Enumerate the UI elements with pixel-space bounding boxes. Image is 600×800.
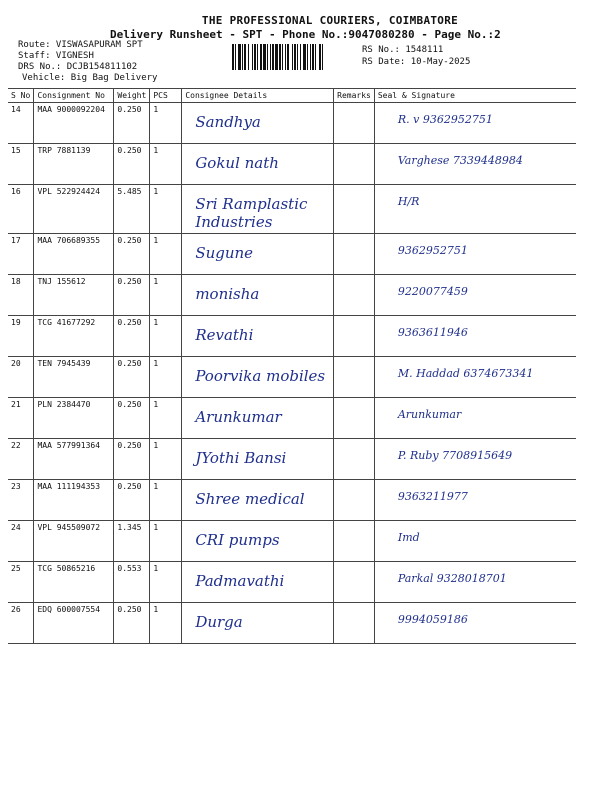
barcode-bar	[297, 44, 298, 70]
cell-pcs	[150, 144, 182, 185]
consignee-name: Shree medical	[195, 490, 305, 508]
cell-weight	[114, 144, 150, 185]
cell-weight	[114, 316, 150, 357]
barcode-bar	[270, 44, 271, 70]
signature: 9220077459	[397, 285, 468, 298]
barcode-bar	[322, 44, 323, 70]
signature: Parkal 9328018701	[397, 572, 507, 585]
cell-signature	[374, 316, 576, 357]
consignee-name: Sandhya	[195, 113, 261, 131]
cell-signature	[374, 234, 576, 275]
cell-signature	[374, 357, 576, 398]
cell-remarks	[334, 562, 375, 603]
cell-consignment-text: VPL 945509072	[37, 523, 101, 532]
cell-remarks	[334, 357, 375, 398]
cell-pcs-text: 1	[153, 187, 159, 196]
cell-consignment-text: TCG 41677292	[37, 318, 96, 327]
signature: P. Ruby 7708915649	[397, 449, 513, 462]
table-row	[8, 398, 576, 439]
cell-signature	[374, 103, 576, 144]
cell-pcs	[150, 480, 182, 521]
cell-consignment	[34, 185, 114, 234]
signature: H/R	[397, 195, 420, 208]
barcode-bar	[275, 44, 278, 70]
cell-weight	[114, 185, 150, 234]
vehicle-label: Vehicle: Big Bag Delivery	[22, 73, 158, 83]
signature: 9363611946	[397, 326, 468, 339]
cell-weight	[114, 603, 150, 644]
cell-pcs-text: 1	[153, 277, 159, 286]
cell-pcs	[150, 103, 182, 144]
table-header-row	[8, 89, 576, 103]
barcode-bar	[272, 44, 274, 70]
barcode-bar	[285, 44, 286, 70]
cell-pcs	[150, 357, 182, 398]
cell-signature	[374, 144, 576, 185]
cell-sno-text: 22	[11, 441, 21, 450]
signature: 9363211977	[397, 490, 468, 503]
barcode-bar	[279, 44, 281, 70]
cell-weight-text: 0.250	[117, 318, 142, 327]
barcode-bar	[292, 44, 293, 70]
cell-pcs-text: 1	[153, 482, 159, 491]
barcode-bar	[252, 44, 253, 70]
cell-consignment-text: TRP 7881139	[37, 146, 91, 155]
cell-sno-text: 16	[11, 187, 21, 196]
consignee-name: Sugune	[195, 244, 254, 262]
cell-weight-text: 0.250	[117, 359, 142, 368]
cell-sno-text: 23	[11, 482, 21, 491]
barcode-bar	[315, 44, 316, 70]
cell-weight-text: 0.250	[117, 236, 142, 245]
cell-consignment	[34, 521, 114, 562]
cell-weight-text: 5.485	[117, 187, 142, 196]
barcode-bar	[254, 44, 256, 70]
table-row	[8, 562, 576, 603]
cell-sno	[8, 521, 34, 562]
route-label: Route: VISWASAPURAM SPT	[18, 40, 143, 50]
cell-sno	[8, 398, 34, 439]
consignee-name: Poorvika mobiles	[195, 367, 326, 385]
table-row	[8, 521, 576, 562]
table-row	[8, 144, 576, 185]
col-pcs: PCS	[150, 89, 182, 103]
cell-signature	[374, 562, 576, 603]
cell-remarks	[334, 144, 375, 185]
cell-consignment	[34, 234, 114, 275]
cell-signature	[374, 439, 576, 480]
col-weight: Weight	[114, 89, 150, 103]
consignee-name: Sri Ramplastic Industries	[195, 195, 308, 231]
cell-pcs	[150, 439, 182, 480]
cell-consignee	[182, 562, 334, 603]
cell-pcs	[150, 521, 182, 562]
cell-pcs	[150, 234, 182, 275]
consignee-name: Durga	[195, 613, 243, 631]
cell-remarks	[334, 480, 375, 521]
cell-weight-text: 0.250	[117, 482, 142, 491]
cell-consignment-text: MAA 111194353	[37, 482, 101, 491]
table-row	[8, 439, 576, 480]
cell-pcs-text: 1	[153, 441, 159, 450]
cell-pcs-text: 1	[153, 400, 159, 409]
cell-remarks	[334, 398, 375, 439]
cell-consignment	[34, 144, 114, 185]
barcode-bar	[238, 44, 241, 70]
cell-remarks	[334, 185, 375, 234]
cell-consignment-text: MAA 9000092204	[37, 105, 105, 114]
consignee-name: Padmavathi	[195, 572, 285, 590]
cell-weight	[114, 521, 150, 562]
runsheet-table	[8, 88, 576, 644]
cell-signature	[374, 185, 576, 234]
table-row	[8, 103, 576, 144]
signature: 9362952751	[397, 244, 468, 257]
cell-consignment-text: PLN 2384470	[37, 400, 91, 409]
cell-sno	[8, 562, 34, 603]
cell-pcs-text: 1	[153, 105, 159, 114]
cell-consignee	[182, 603, 334, 644]
cell-weight	[114, 480, 150, 521]
staff-label: Staff: VIGNESH	[18, 51, 94, 61]
table-row	[8, 275, 576, 316]
col-remarks: Remarks	[334, 89, 375, 103]
barcode	[232, 44, 358, 70]
table-row	[8, 480, 576, 521]
cell-sno	[8, 316, 34, 357]
cell-sno	[8, 275, 34, 316]
cell-consignment-text: TNJ 155612	[37, 277, 86, 286]
cell-pcs-text: 1	[153, 523, 159, 532]
rs-number: RS No.: 1548111	[362, 45, 444, 55]
cell-pcs-text: 1	[153, 318, 159, 327]
cell-consignment	[34, 398, 114, 439]
cell-pcs	[150, 398, 182, 439]
cell-pcs-text: 1	[153, 146, 159, 155]
cell-sno-text: 18	[11, 277, 21, 286]
cell-consignment-text: TEN 7945439	[37, 359, 91, 368]
signature: Arunkumar	[397, 408, 462, 421]
cell-sno	[8, 603, 34, 644]
cell-consignee	[182, 357, 334, 398]
table-row	[8, 603, 576, 644]
signature: Varghese 7339448984	[397, 154, 523, 167]
cell-weight-text: 0.250	[117, 441, 142, 450]
col-consignee: Consignee Details	[182, 89, 334, 103]
col-sno: S No	[8, 89, 34, 103]
barcode-bar	[303, 44, 306, 70]
cell-consignment	[34, 103, 114, 144]
col-consignment: Consignment No	[34, 89, 114, 103]
barcode-bar	[312, 44, 314, 70]
cell-remarks	[334, 521, 375, 562]
cell-consignment	[34, 357, 114, 398]
barcode-bar	[319, 44, 321, 70]
signature: 9994059186	[397, 613, 468, 626]
cell-sno-text: 15	[11, 146, 21, 155]
cell-consignment	[34, 275, 114, 316]
signature: Imd	[397, 531, 420, 544]
consignee-name: monisha	[195, 285, 260, 303]
cell-consignee	[182, 316, 334, 357]
cell-sno-text: 14	[11, 105, 21, 114]
cell-weight-text: 0.250	[117, 605, 142, 614]
table-row	[8, 185, 576, 234]
cell-remarks	[334, 439, 375, 480]
cell-pcs-text: 1	[153, 236, 159, 245]
cell-pcs-text: 1	[153, 359, 159, 368]
cell-weight-text: 0.250	[117, 400, 142, 409]
barcode-bar	[260, 44, 262, 70]
cell-sno-text: 24	[11, 523, 21, 532]
table-row	[8, 234, 576, 275]
cell-consignment	[34, 562, 114, 603]
cell-sno-text: 26	[11, 605, 21, 614]
barcode-bar	[244, 44, 246, 70]
cell-sno	[8, 439, 34, 480]
consignee-name: Revathi	[195, 326, 254, 344]
cell-pcs	[150, 275, 182, 316]
cell-consignee	[182, 480, 334, 521]
cell-consignment	[34, 480, 114, 521]
cell-sno-text: 25	[11, 564, 21, 573]
cell-consignee	[182, 521, 334, 562]
consignee-name: Gokul nath	[195, 154, 279, 172]
cell-sno-text: 19	[11, 318, 21, 327]
cell-consignee	[182, 234, 334, 275]
drs-number: DRS No.: DCJB154811102	[18, 62, 138, 72]
barcode-bar	[257, 44, 258, 70]
cell-consignee	[182, 103, 334, 144]
cell-weight	[114, 398, 150, 439]
cell-remarks	[334, 234, 375, 275]
cell-signature	[374, 480, 576, 521]
cell-signature	[374, 603, 576, 644]
barcode-bar	[242, 44, 243, 70]
cell-consignment	[34, 439, 114, 480]
company-title: THE PROFESSIONAL COURIERS, COIMBATORE	[201, 14, 459, 27]
rs-date: RS Date: 10-May-2025	[362, 57, 471, 67]
barcode-bar	[263, 44, 266, 70]
cell-signature	[374, 275, 576, 316]
cell-sno	[8, 480, 34, 521]
consignee-name: JYothi Bansi	[195, 449, 287, 467]
cell-weight	[114, 234, 150, 275]
cell-consignment-text: MAA 577991364	[37, 441, 101, 450]
cell-sno	[8, 144, 34, 185]
cell-signature	[374, 398, 576, 439]
cell-weight	[114, 275, 150, 316]
cell-remarks	[334, 316, 375, 357]
cell-consignee	[182, 275, 334, 316]
cell-sno-text: 17	[11, 236, 21, 245]
cell-pcs-text: 1	[153, 564, 159, 573]
cell-consignment-text: EDQ 600007554	[37, 605, 101, 614]
barcode-bar	[287, 44, 289, 70]
cell-sno	[8, 357, 34, 398]
cell-pcs-text: 1	[153, 605, 159, 614]
barcode-bar	[307, 44, 308, 70]
cell-sno	[8, 234, 34, 275]
barcode-bar	[232, 44, 234, 70]
cell-sno	[8, 103, 34, 144]
consignee-name: Arunkumar	[195, 408, 282, 426]
cell-weight-text: 0.250	[117, 146, 142, 155]
barcode-bar	[300, 44, 301, 70]
cell-remarks	[334, 103, 375, 144]
cell-weight-text: 1.345	[117, 523, 142, 532]
cell-remarks	[334, 275, 375, 316]
barcode-bar	[267, 44, 268, 70]
barcode-bar	[310, 44, 311, 70]
barcode-bar	[248, 44, 249, 70]
cell-consignee	[182, 398, 334, 439]
cell-consignee	[182, 185, 334, 234]
signature: M. Haddad 6374673341	[397, 367, 534, 380]
cell-consignment-text: TCG 50865216	[37, 564, 96, 573]
cell-sno	[8, 185, 34, 234]
col-signature: Seal & Signature	[374, 89, 576, 103]
table-row	[8, 357, 576, 398]
cell-consignment	[34, 316, 114, 357]
cell-signature	[374, 521, 576, 562]
cell-remarks	[334, 603, 375, 644]
table-row	[8, 316, 576, 357]
barcode-bar	[294, 44, 296, 70]
cell-sno-text: 21	[11, 400, 21, 409]
cell-weight-text: 0.250	[117, 105, 142, 114]
cell-consignee	[182, 144, 334, 185]
signature: R. v 9362952751	[397, 113, 493, 126]
cell-consignment	[34, 603, 114, 644]
cell-weight	[114, 357, 150, 398]
cell-consignment-text: MAA 706689355	[37, 236, 101, 245]
cell-weight	[114, 439, 150, 480]
cell-consignment-text: VPL 522924424	[37, 187, 101, 196]
barcode-bar	[282, 44, 283, 70]
cell-weight-text: 0.250	[117, 277, 142, 286]
cell-weight	[114, 562, 150, 603]
cell-pcs	[150, 185, 182, 234]
cell-pcs	[150, 316, 182, 357]
cell-weight-text: 0.553	[117, 564, 142, 573]
consignee-name: CRI pumps	[195, 531, 280, 549]
cell-consignee	[182, 439, 334, 480]
cell-pcs	[150, 562, 182, 603]
cell-sno-text: 20	[11, 359, 21, 368]
runsheet-title: Delivery Runsheet - SPT - Phone No.:9047080280 - Page No.:2	[110, 28, 501, 41]
cell-weight	[114, 103, 150, 144]
barcode-bar	[235, 44, 236, 70]
cell-pcs	[150, 603, 182, 644]
